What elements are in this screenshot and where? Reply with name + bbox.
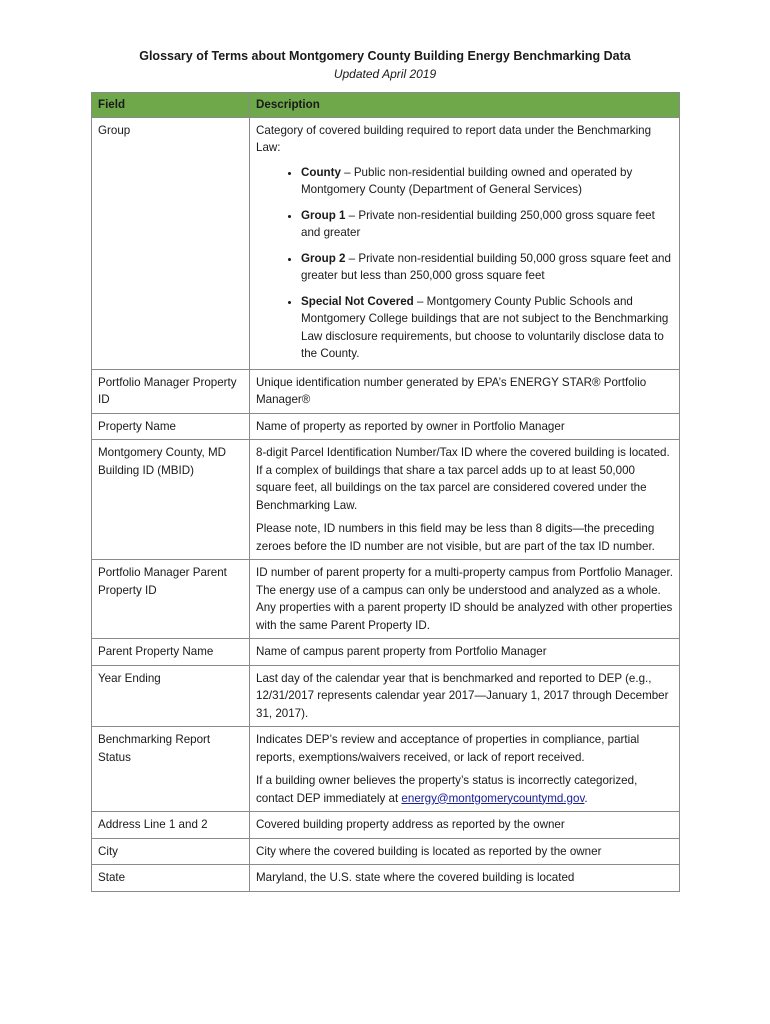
- description-text: Name of property as reported by owner in Portfolio Manager: [256, 419, 565, 433]
- column-header-field: Field: [92, 93, 250, 118]
- field-cell: Parent Property Name: [92, 639, 250, 666]
- list-item: [301, 293, 673, 363]
- description-cell: [250, 413, 680, 440]
- table-row: [92, 865, 680, 892]
- term-definition: – Private non-residential building 250,000 gross square feet and greater: [301, 208, 655, 239]
- note-end: .: [584, 791, 588, 805]
- glossary-table: [91, 92, 680, 892]
- description-cell: [250, 560, 680, 639]
- description-cell: [250, 838, 680, 865]
- list-item: [301, 164, 673, 199]
- description-text: Covered building property address as reported by the owner: [256, 818, 565, 831]
- column-header-description: Description: [250, 93, 680, 118]
- description-text: Maryland, the U.S. state where the covered building is located: [256, 871, 575, 884]
- description-text: ID number of parent property for a multi-property campus from Portfolio Manager. The energy use of a campus can only be understood and analyzed as a whole. Any properties with a parent property ID should be analyzed with other properties with the same Parent Property ID.: [256, 566, 673, 632]
- term-label: Special Not Covered: [301, 294, 414, 308]
- term-label: County: [301, 165, 341, 179]
- field-cell: Group: [92, 117, 250, 369]
- field-cell: Address Line 1 and 2: [92, 812, 250, 839]
- field-cell: Portfolio Manager Property ID: [92, 369, 250, 413]
- term-label: Group 2: [301, 251, 346, 265]
- email-link[interactable]: energy@montgomerycountymd.gov: [401, 791, 585, 805]
- field-cell: Montgomery County, MD Building ID (MBID): [92, 440, 250, 560]
- table-row: [92, 812, 680, 839]
- table-row: [92, 727, 680, 812]
- list-item: [301, 250, 673, 285]
- description-cell: [250, 440, 680, 560]
- description-text: 8-digit Parcel Identification Number/Tax ID where the covered building is located. If a complex of buildings that share a tax parcel adds up to at least 50,000 square feet, all buildings on the tax parcel are considered covered under the Benchmarking Law.: [256, 446, 670, 512]
- page-title: Glossary of Terms about Montgomery County Building Energy Benchmarking Data: [139, 49, 631, 63]
- table-row: [92, 665, 680, 727]
- term-definition: – Montgomery County Public Schools and Montgomery College buildings that are not subject to the Benchmarking Law disclosure requirements, but choose to voluntarily disclose data to the County.: [301, 294, 669, 360]
- description-text: Last day of the calendar year that is benchmarked and reported to DEP (e.g., 12/31/2017 represents calendar year 2017—January 1, 2017 through December 31, 2017).: [256, 671, 669, 720]
- field-cell: City: [92, 838, 250, 865]
- description-cell: [250, 727, 680, 812]
- description-text: Indicates DEP’s review and acceptance of properties in compliance, partial reports, exemptions/waivers received, or lack of report received.: [256, 733, 640, 764]
- field-cell: State: [92, 865, 250, 892]
- page-subtitle: Updated April 2019: [333, 67, 437, 81]
- description-cell: [250, 865, 680, 892]
- description-text: Category of covered building required to report data under the Benchmarking Law:: [256, 123, 652, 154]
- table-row: [92, 369, 680, 413]
- description-text: Name of campus parent property from Portfolio Manager: [256, 645, 547, 658]
- description-cell: [250, 117, 680, 369]
- table-row: [92, 440, 680, 560]
- field-cell: Property Name: [92, 413, 250, 440]
- description-cell: [250, 812, 680, 839]
- table-row: [92, 560, 680, 639]
- note-text: If a building owner believes the property’s status is incorrectly categorized, contact DEP immediately at: [256, 774, 638, 805]
- term-definition: – Private non-residential building 50,000 gross square feet and greater but less than 250,000 gross square feet: [301, 251, 671, 282]
- description-note: Please note, ID numbers in this field may be less than 8 digits—the preceding zeroes before the ID number are not visible, but are part of the tax ID number.: [256, 522, 655, 553]
- description-note: [256, 772, 673, 807]
- term-definition: – Public non-residential building owned and operated by Montgomery County (Department of General Services): [301, 165, 633, 196]
- description-cell: [250, 665, 680, 727]
- description-cell: [250, 369, 680, 413]
- description-text: Unique identification number generated by EPA’s ENERGY STAR® Portfolio Manager®: [256, 375, 647, 406]
- table-header-row: [92, 93, 680, 118]
- table-row: [92, 838, 680, 865]
- term-label: Group 1: [301, 208, 346, 222]
- table-row: [92, 117, 680, 369]
- table-row: [92, 413, 680, 440]
- description-text: City where the covered building is located as reported by the owner: [256, 844, 602, 858]
- field-cell: Year Ending: [92, 665, 250, 727]
- table-row: [92, 639, 680, 666]
- field-cell: Portfolio Manager Parent Property ID: [92, 560, 250, 639]
- description-cell: [250, 639, 680, 666]
- field-cell: Benchmarking Report Status: [92, 727, 250, 812]
- group-list: [256, 164, 673, 363]
- list-item: [301, 207, 673, 242]
